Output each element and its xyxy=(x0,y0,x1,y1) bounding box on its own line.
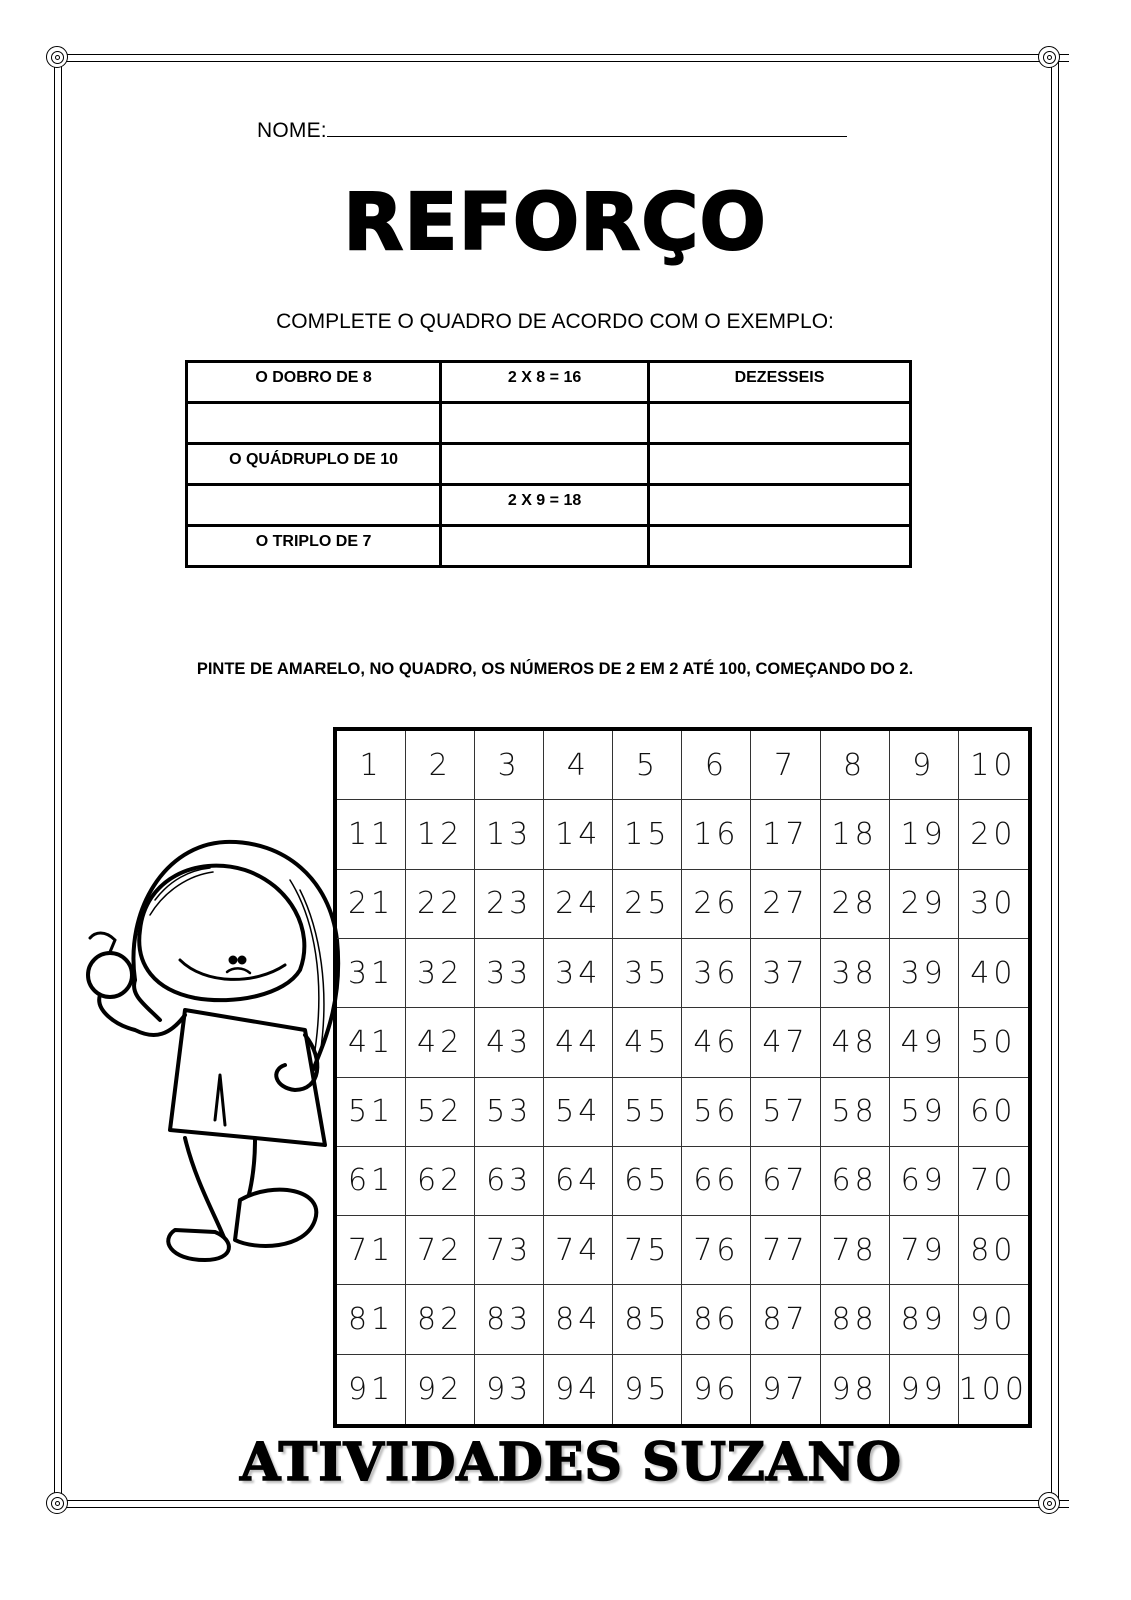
brand-footer: ATIVIDADES SUZANO xyxy=(240,1432,903,1493)
exercise1-cell: 2 X 8 = 16 xyxy=(441,362,649,403)
number-cell[interactable]: 83 xyxy=(475,1285,544,1354)
frame-right-border xyxy=(1051,62,1059,1500)
number-cell[interactable]: 89 xyxy=(890,1285,959,1354)
number-cell[interactable]: 42 xyxy=(406,1008,475,1077)
corner-ornament-icon xyxy=(46,1492,68,1514)
number-cell[interactable]: 59 xyxy=(890,1078,959,1147)
exercise1-cell: O QUÁDRUPLO DE 10 xyxy=(187,444,441,485)
exercise1-blank-cell[interactable] xyxy=(441,526,649,567)
number-cell[interactable]: 81 xyxy=(337,1285,406,1354)
number-cell[interactable]: 99 xyxy=(890,1355,959,1424)
number-cell[interactable]: 64 xyxy=(544,1147,613,1216)
number-cell[interactable]: 43 xyxy=(475,1008,544,1077)
number-cell[interactable]: 44 xyxy=(544,1008,613,1077)
number-cell[interactable]: 20 xyxy=(959,800,1028,869)
number-cell[interactable]: 11 xyxy=(337,800,406,869)
exercise1-row xyxy=(187,362,911,403)
number-cell[interactable]: 31 xyxy=(337,939,406,1008)
number-cell[interactable]: 19 xyxy=(890,800,959,869)
number-cell[interactable]: 53 xyxy=(475,1078,544,1147)
number-cell[interactable]: 2 xyxy=(406,731,475,800)
name-blank-line[interactable] xyxy=(327,116,847,137)
number-cell[interactable]: 97 xyxy=(751,1355,820,1424)
number-cell[interactable]: 47 xyxy=(751,1008,820,1077)
number-cell[interactable]: 7 xyxy=(751,731,820,800)
number-cell[interactable]: 52 xyxy=(406,1078,475,1147)
number-cell[interactable]: 23 xyxy=(475,870,544,939)
number-cell[interactable]: 93 xyxy=(475,1355,544,1424)
girl-holding-apple-icon xyxy=(75,820,345,1270)
number-cell[interactable]: 88 xyxy=(821,1285,890,1354)
number-cell[interactable]: 40 xyxy=(959,939,1028,1008)
exercise1-cell: DEZESSEIS xyxy=(648,362,910,403)
number-cell[interactable]: 9 xyxy=(890,731,959,800)
number-cell[interactable]: 13 xyxy=(475,800,544,869)
number-cell[interactable]: 17 xyxy=(751,800,820,869)
number-cell[interactable]: 73 xyxy=(475,1216,544,1285)
number-cell[interactable]: 76 xyxy=(682,1216,751,1285)
corner-ornament-icon xyxy=(1038,46,1060,68)
number-cell[interactable]: 3 xyxy=(475,731,544,800)
number-cell[interactable]: 70 xyxy=(959,1147,1028,1216)
number-cell[interactable]: 38 xyxy=(821,939,890,1008)
number-cell[interactable]: 62 xyxy=(406,1147,475,1216)
number-cell[interactable]: 56 xyxy=(682,1078,751,1147)
number-cell[interactable]: 15 xyxy=(613,800,682,869)
exercise1-instruction: COMPLETE O QUADRO DE ACORDO COM O EXEMPLO: xyxy=(276,310,834,333)
number-cell[interactable]: 54 xyxy=(544,1078,613,1147)
exercise1-blank-cell[interactable] xyxy=(648,485,910,526)
number-cell[interactable]: 45 xyxy=(613,1008,682,1077)
number-cell[interactable]: 48 xyxy=(821,1008,890,1077)
number-cell[interactable]: 94 xyxy=(544,1355,613,1424)
number-cell[interactable]: 36 xyxy=(682,939,751,1008)
number-cell[interactable]: 75 xyxy=(613,1216,682,1285)
number-cell[interactable]: 37 xyxy=(751,939,820,1008)
exercise1-row xyxy=(187,526,911,567)
number-cell[interactable]: 49 xyxy=(890,1008,959,1077)
exercise2-instruction: PINTE DE AMARELO, NO QUADRO, OS NÚMEROS DE 2 EM 2 ATÉ 100, COMEÇANDO DO 2. xyxy=(196,660,914,678)
number-cell[interactable]: 24 xyxy=(544,870,613,939)
exercise1-blank-cell[interactable] xyxy=(187,485,441,526)
exercise1-blank-cell[interactable] xyxy=(441,403,649,444)
number-cell[interactable]: 46 xyxy=(682,1008,751,1077)
frame-left-border xyxy=(54,62,62,1500)
number-cell[interactable]: 78 xyxy=(821,1216,890,1285)
exercise1-blank-cell[interactable] xyxy=(648,444,910,485)
number-cell[interactable]: 55 xyxy=(613,1078,682,1147)
number-cell[interactable]: 1 xyxy=(337,731,406,800)
number-cell[interactable]: 82 xyxy=(406,1285,475,1354)
page-title: REFORÇO xyxy=(343,178,767,268)
number-cell[interactable]: 60 xyxy=(959,1078,1028,1147)
number-cell[interactable]: 32 xyxy=(406,939,475,1008)
frame-top-border xyxy=(62,54,1069,62)
number-cell[interactable]: 65 xyxy=(613,1147,682,1216)
number-cell[interactable]: 22 xyxy=(406,870,475,939)
number-cell[interactable]: 5 xyxy=(613,731,682,800)
number-cell[interactable]: 34 xyxy=(544,939,613,1008)
number-cell[interactable]: 84 xyxy=(544,1285,613,1354)
number-cell[interactable]: 30 xyxy=(959,870,1028,939)
number-cell[interactable]: 72 xyxy=(406,1216,475,1285)
number-cell[interactable]: 33 xyxy=(475,939,544,1008)
number-cell[interactable]: 63 xyxy=(475,1147,544,1216)
number-cell[interactable]: 67 xyxy=(751,1147,820,1216)
number-cell[interactable]: 71 xyxy=(337,1216,406,1285)
number-cell[interactable]: 50 xyxy=(959,1008,1028,1077)
number-cell[interactable]: 57 xyxy=(751,1078,820,1147)
number-cell[interactable]: 77 xyxy=(751,1216,820,1285)
number-cell[interactable]: 100 xyxy=(958,1371,1028,1407)
exercise1-blank-cell[interactable] xyxy=(441,444,649,485)
number-cell[interactable]: 41 xyxy=(337,1008,406,1077)
corner-ornament-icon xyxy=(1038,1492,1060,1514)
exercise1-row xyxy=(187,485,911,526)
number-cell[interactable]: 98 xyxy=(821,1355,890,1424)
number-cell[interactable]: 96 xyxy=(682,1355,751,1424)
number-cell[interactable]: 4 xyxy=(544,731,613,800)
number-cell[interactable]: 8 xyxy=(821,731,890,800)
exercise1-row xyxy=(187,444,911,485)
number-cell[interactable]: 27 xyxy=(751,870,820,939)
number-cell[interactable]: 6 xyxy=(682,731,751,800)
number-cell[interactable]: 10 xyxy=(959,731,1028,800)
number-cell[interactable]: 28 xyxy=(821,870,890,939)
number-cell[interactable]: 39 xyxy=(890,939,959,1008)
exercise1-blank-cell[interactable] xyxy=(648,526,910,567)
number-cell[interactable]: 85 xyxy=(613,1285,682,1354)
number-cell[interactable]: 51 xyxy=(337,1078,406,1147)
exercise1-blank-cell[interactable] xyxy=(648,403,910,444)
number-cell[interactable]: 26 xyxy=(682,870,751,939)
number-cell[interactable]: 61 xyxy=(337,1147,406,1216)
number-cell[interactable]: 92 xyxy=(406,1355,475,1424)
number-cell[interactable]: 74 xyxy=(544,1216,613,1285)
number-cell[interactable]: 25 xyxy=(613,870,682,939)
exercise1-row xyxy=(187,403,911,444)
exercise1-blank-cell[interactable] xyxy=(187,403,441,444)
exercise1-cell: O TRIPLO DE 7 xyxy=(187,526,441,567)
number-cell[interactable]: 12 xyxy=(406,800,475,869)
number-cell[interactable]: 87 xyxy=(751,1285,820,1354)
corner-ornament-icon xyxy=(46,46,68,68)
name-field[interactable] xyxy=(257,116,847,143)
number-cell[interactable]: 58 xyxy=(821,1078,890,1147)
number-cell[interactable]: 14 xyxy=(544,800,613,869)
number-cell[interactable]: 35 xyxy=(613,939,682,1008)
hundred-chart-grid xyxy=(333,727,1032,1428)
exercise1-table xyxy=(185,360,912,568)
number-cell[interactable]: 66 xyxy=(682,1147,751,1216)
number-cell[interactable]: 29 xyxy=(890,870,959,939)
number-cell[interactable]: 79 xyxy=(890,1216,959,1285)
name-label: NOME: xyxy=(257,119,327,142)
number-cell[interactable]: 69 xyxy=(890,1147,959,1216)
number-cell[interactable]: 16 xyxy=(682,800,751,869)
number-cell[interactable]: 18 xyxy=(821,800,890,869)
number-cell[interactable]: 91 xyxy=(337,1355,406,1424)
number-cell[interactable]: 68 xyxy=(821,1147,890,1216)
number-cell[interactable]: 86 xyxy=(682,1285,751,1354)
frame-bottom-border xyxy=(62,1500,1069,1508)
number-cell[interactable]: 21 xyxy=(337,870,406,939)
exercise1-cell: 2 X 9 = 18 xyxy=(441,485,649,526)
number-cell[interactable]: 80 xyxy=(959,1216,1028,1285)
number-cell[interactable]: 90 xyxy=(959,1285,1028,1354)
number-cell[interactable]: 95 xyxy=(613,1355,682,1424)
exercise1-cell: O DOBRO DE 8 xyxy=(187,362,441,403)
